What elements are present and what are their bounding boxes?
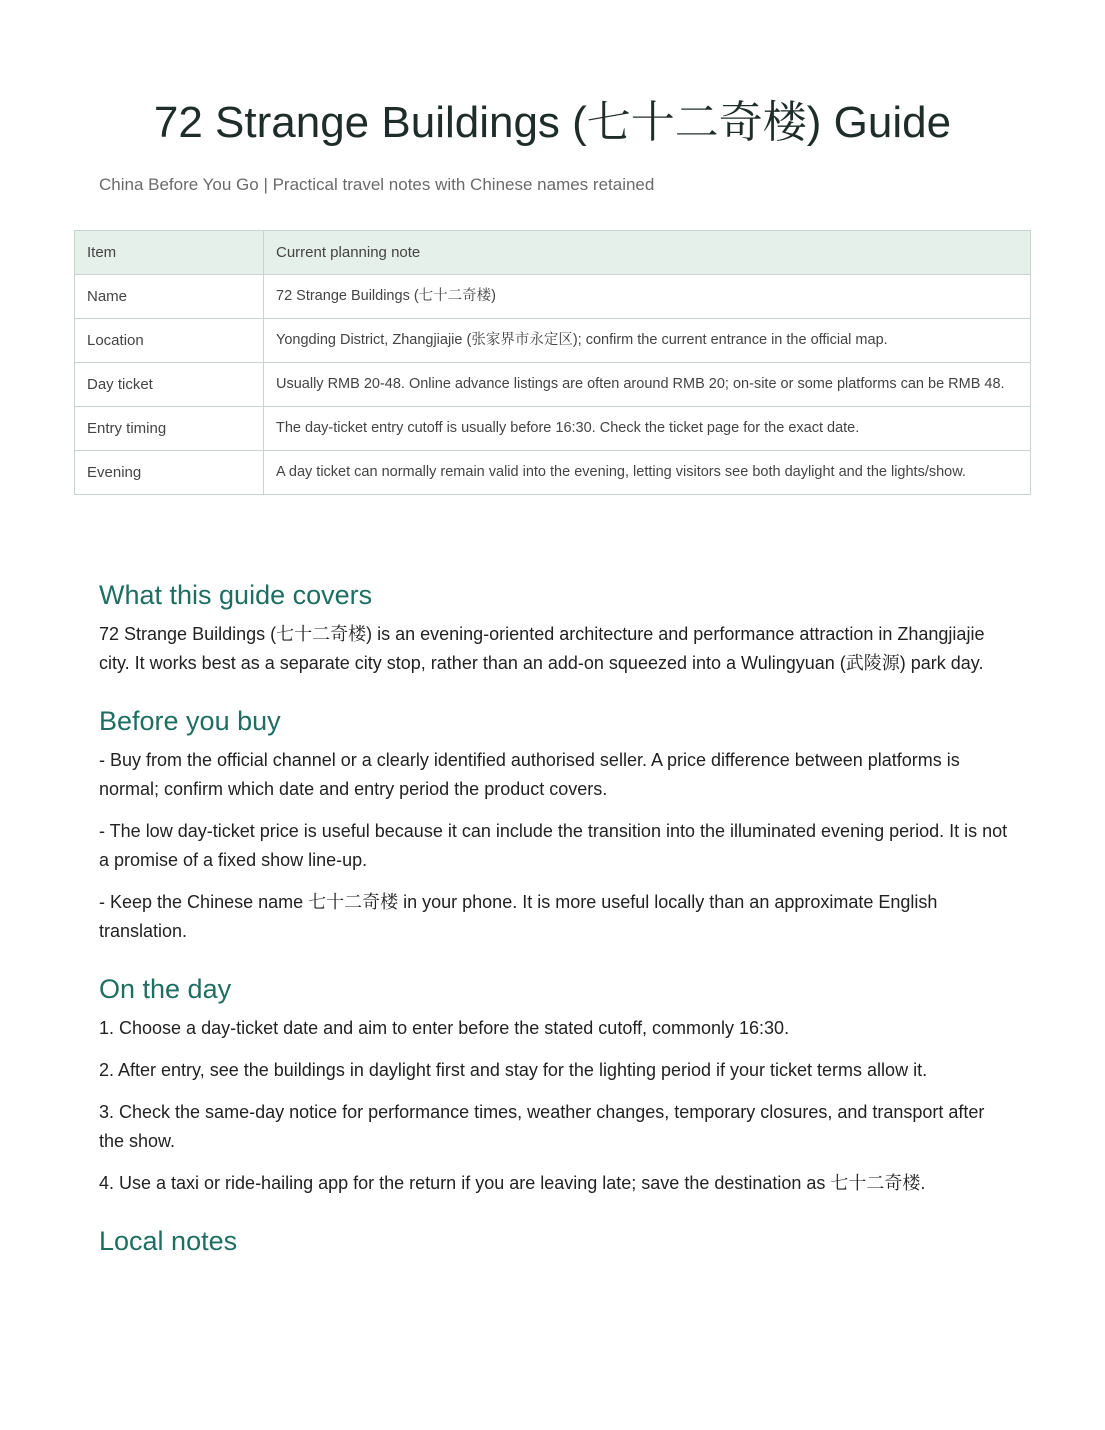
- table-cell-note: A day ticket can normally remain valid into the evening, letting visitors see both daylight and the lights/show.: [264, 451, 1031, 495]
- section-paragraph: 4. Use a taxi or ride-hailing app for the return if you are leaving late; save the destination as 七十二奇楼.: [99, 1173, 926, 1193]
- page-title: 72 Strange Buildings (七十二奇楼) Guide: [153, 98, 952, 147]
- table-header-note: Current planning note: [264, 231, 1031, 275]
- planning-table: [74, 230, 1031, 495]
- table-header-item: Item: [75, 231, 264, 275]
- table-row: [75, 319, 1031, 363]
- table-cell-item: Evening: [75, 451, 264, 495]
- table-header-row: [75, 231, 1031, 275]
- guide-content: [99, 578, 1011, 1284]
- table-row: [75, 407, 1031, 451]
- section-paragraph: 72 Strange Buildings (七十二奇楼) is an evening-oriented architecture and performance attraction in Zhangjiajie city. It works best as a separate city stop, rather than an add-on squeezed into a Wulingyuan (武陵源) park day.: [99, 624, 985, 673]
- section-local-notes: [99, 1224, 1011, 1258]
- table-cell-item: Day ticket: [75, 363, 264, 407]
- section-heading: On the day: [99, 974, 232, 1004]
- table-cell-item: Name: [75, 275, 264, 319]
- section-on-the-day: [99, 972, 1011, 1198]
- table-cell-note: Usually RMB 20-48. Online advance listings are often around RMB 20; on-site or some platforms can be RMB 48.: [264, 363, 1031, 407]
- table-cell-note: 72 Strange Buildings (七十二奇楼): [264, 275, 1031, 319]
- table-row: [75, 363, 1031, 407]
- section-paragraph: - The low day-ticket price is useful because it can include the transition into the illuminated evening period. It is not a promise of a fixed show line-up.: [99, 821, 1008, 870]
- table-cell-item: Location: [75, 319, 264, 363]
- section-paragraph: 3. Check the same-day notice for performance times, weather changes, temporary closures, and transport after the show.: [99, 1102, 985, 1151]
- section-heading: What this guide covers: [99, 580, 373, 610]
- page-subtitle: China Before You Go | Practical travel notes with Chinese names retained: [99, 175, 655, 194]
- table-cell-item: Entry timing: [75, 407, 264, 451]
- section-paragraph: 2. After entry, see the buildings in daylight first and stay for the lighting period if your ticket terms allow it.: [99, 1060, 928, 1080]
- table-cell-note: The day-ticket entry cutoff is usually before 16:30. Check the ticket page for the exact date.: [264, 407, 1031, 451]
- section-paragraph: 1. Choose a day-ticket date and aim to enter before the stated cutoff, commonly 16:30.: [99, 1018, 790, 1038]
- section-what-this-guide-covers: [99, 578, 1011, 678]
- table-row: [75, 275, 1031, 319]
- section-heading: Local notes: [99, 1226, 238, 1256]
- table-cell-note: Yongding District, Zhangjiajie (张家界市永定区); confirm the current entrance in the official map.: [264, 319, 1031, 363]
- section-paragraph: - Keep the Chinese name 七十二奇楼 in your phone. It is more useful locally than an approximate English translation.: [99, 892, 938, 941]
- section-paragraph: - Buy from the official channel or a clearly identified authorised seller. A price difference between platforms is normal; confirm which date and entry period the product covers.: [99, 750, 960, 799]
- section-before-you-buy: [99, 704, 1011, 946]
- table-row: [75, 451, 1031, 495]
- section-heading: Before you buy: [99, 706, 281, 736]
